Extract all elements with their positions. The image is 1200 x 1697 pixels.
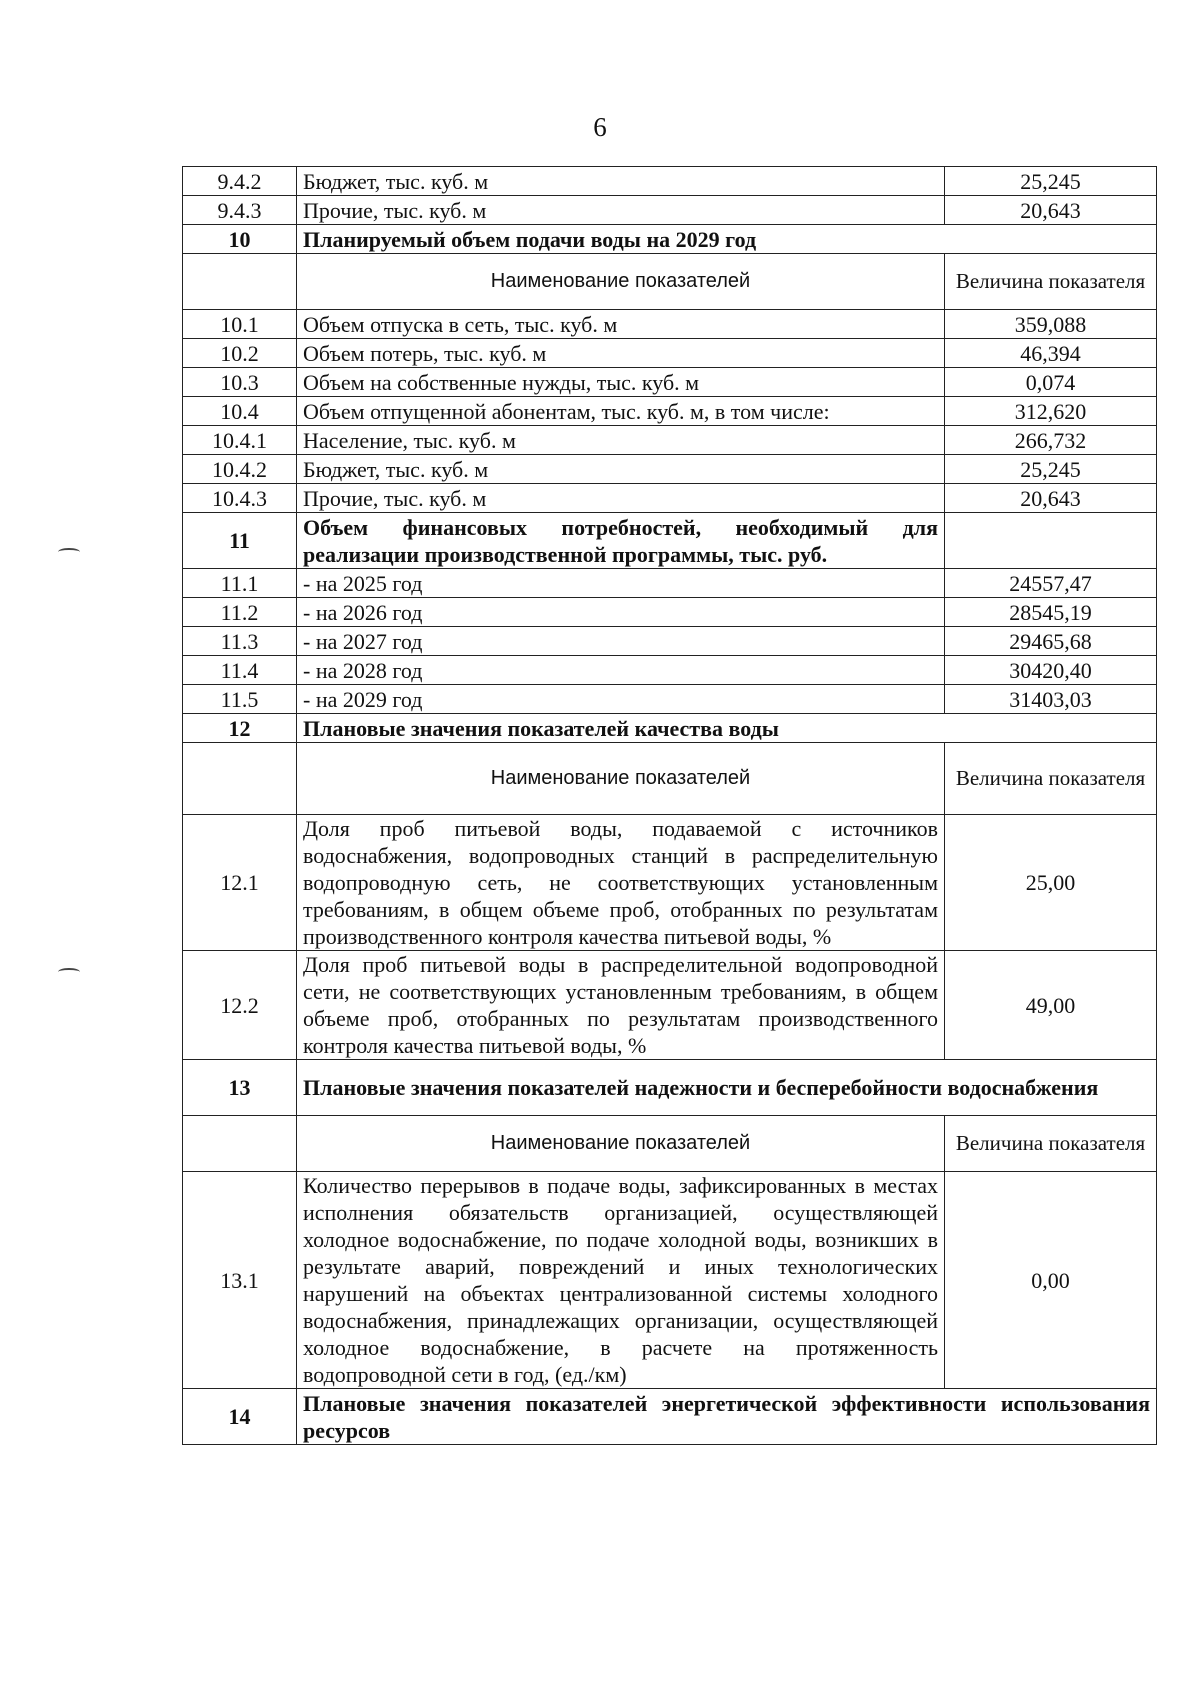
column-header-value: Величина показателя [945, 254, 1157, 310]
table-row [183, 455, 1157, 484]
table-row [183, 951, 1157, 1060]
margin-mark [58, 968, 80, 976]
row-number: 11.1 [183, 569, 297, 598]
indicator-value: 29465,68 [945, 627, 1157, 656]
section-row [183, 714, 1157, 743]
row-number: 12.1 [183, 815, 297, 951]
row-number: 10.4.1 [183, 426, 297, 455]
table-row [183, 656, 1157, 685]
row-number: 9.4.2 [183, 167, 297, 196]
table-row [183, 167, 1157, 196]
row-number: 10.1 [183, 310, 297, 339]
row-number: 11.5 [183, 685, 297, 714]
indicator-name: - на 2029 год [297, 685, 945, 714]
section-title: Плановые значения показателей качества воды [297, 714, 1157, 743]
section-number: 14 [183, 1389, 297, 1445]
table-row [183, 569, 1157, 598]
indicator-value: 49,00 [945, 951, 1157, 1060]
row-number: 12.2 [183, 951, 297, 1060]
indicator-name: Объем на собственные нужды, тыс. куб. м [297, 368, 945, 397]
indicator-value: 20,643 [945, 196, 1157, 225]
row-number: 10.3 [183, 368, 297, 397]
row-number: 11.3 [183, 627, 297, 656]
table-row [183, 339, 1157, 368]
column-header-name: Наименование показателей [297, 1116, 945, 1172]
indicator-name: Доля проб питьевой воды, подаваемой с источников водоснабжения, водопроводных станций в распределительную водопроводную сеть, не соответствующих установленным требованиям, в общем объеме проб, отобранных по результатам производственного контроля качества питьевой воды, % [297, 815, 945, 951]
indicator-value: 24557,47 [945, 569, 1157, 598]
section-number: 10 [183, 225, 297, 254]
indicator-name: Количество перерывов в подаче воды, зафиксированных в местах исполнения обязательств организацией, осуществляющей холодное водоснабжение, по подаче холодной воды, возникших в результате аварий, повреждений и иных технологических нарушений на объектах централизованной системы холодного водоснабжения, принадлежащих организации, осуществляющей холодное водоснабжение, в расчете на протяженность водопроводной сети в год, (ед./км) [297, 1172, 945, 1389]
column-header-value: Величина показателя [945, 1116, 1157, 1172]
page-number: 6 [593, 112, 607, 142]
indicator-name: Прочие, тыс. куб. м [297, 196, 945, 225]
indicator-name: - на 2025 год [297, 569, 945, 598]
section-title: Плановые значения показателей энергетической эффективности использования ресурсов [297, 1389, 1157, 1445]
indicator-value: 0,00 [945, 1172, 1157, 1389]
indicator-name: Бюджет, тыс. куб. м [297, 455, 945, 484]
indicator-value: 25,245 [945, 455, 1157, 484]
row-number: 10.2 [183, 339, 297, 368]
section-number: 12 [183, 714, 297, 743]
row-number: 10.4 [183, 397, 297, 426]
section-title: Планируемый объем подачи воды на 2029 год [297, 225, 1157, 254]
column-header-value: Величина показателя [945, 743, 1157, 815]
indicator-name: Объем потерь, тыс. куб. м [297, 339, 945, 368]
indicator-value: 266,732 [945, 426, 1157, 455]
row-number: 11.4 [183, 656, 297, 685]
section-number: 13 [183, 1060, 297, 1116]
column-header-name: Наименование показателей [297, 743, 945, 815]
indicators-table [182, 166, 1157, 1445]
indicator-value: 25,00 [945, 815, 1157, 951]
table-row [183, 196, 1157, 225]
indicator-value: 25,245 [945, 167, 1157, 196]
section-row [183, 513, 1157, 569]
indicator-name: Объем отпуска в сеть, тыс. куб. м [297, 310, 945, 339]
indicator-value: 0,074 [945, 368, 1157, 397]
indicator-value: 30420,40 [945, 656, 1157, 685]
table-row [183, 484, 1157, 513]
row-number: 11.2 [183, 598, 297, 627]
column-header-name: Наименование показателей [297, 254, 945, 310]
table-row [183, 598, 1157, 627]
section-row [183, 225, 1157, 254]
row-number: 10.4.2 [183, 455, 297, 484]
column-header-row [183, 743, 1157, 815]
row-number: 13.1 [183, 1172, 297, 1389]
indicator-value: 312,620 [945, 397, 1157, 426]
table-row [183, 310, 1157, 339]
table-row [183, 685, 1157, 714]
indicator-value: 20,643 [945, 484, 1157, 513]
indicator-value: 28545,19 [945, 598, 1157, 627]
table-row [183, 627, 1157, 656]
indicator-value: 359,088 [945, 310, 1157, 339]
indicator-value: 31403,03 [945, 685, 1157, 714]
indicator-name: - на 2026 год [297, 598, 945, 627]
table-row [183, 397, 1157, 426]
row-number: 9.4.3 [183, 196, 297, 225]
indicator-name: Население, тыс. куб. м [297, 426, 945, 455]
margin-mark [58, 548, 80, 556]
column-header-row [183, 1116, 1157, 1172]
column-header-row [183, 254, 1157, 310]
indicator-name: Бюджет, тыс. куб. м [297, 167, 945, 196]
table-row [183, 426, 1157, 455]
section-number: 11 [183, 513, 297, 569]
table-row [183, 368, 1157, 397]
table-row [183, 1172, 1157, 1389]
indicator-name: Доля проб питьевой воды в распределительной водопроводной сети, не соответствующих установленным требованиям, в общем объеме проб, отобранных по результатам производственного контроля качества питьевой воды, % [297, 951, 945, 1060]
row-number: 10.4.3 [183, 484, 297, 513]
indicator-name: - на 2028 год [297, 656, 945, 685]
section-row [183, 1389, 1157, 1445]
indicator-name: Прочие, тыс. куб. м [297, 484, 945, 513]
indicator-name: Объем отпущенной абонентам, тыс. куб. м, в том числе: [297, 397, 945, 426]
section-title: Плановые значения показателей надежности и бесперебойности водоснабжения [297, 1060, 1157, 1116]
section-row [183, 1060, 1157, 1116]
indicator-value: 46,394 [945, 339, 1157, 368]
section-title: Объем финансовых потребностей, необходимый для реализации производственной программы, тыс. руб. [297, 513, 945, 569]
table-row [183, 815, 1157, 951]
indicator-name: - на 2027 год [297, 627, 945, 656]
